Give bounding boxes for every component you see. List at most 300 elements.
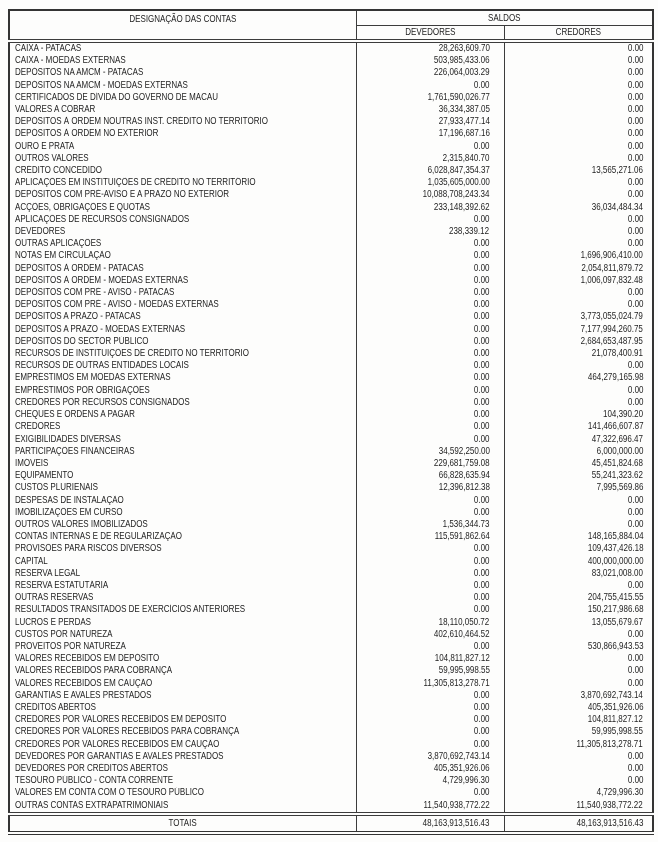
account-row <box>9 617 653 629</box>
account-name: DEPÓSITOS COM PRÉ-AVISO E A PRAZO NO EXTERIOR <box>15 189 229 201</box>
devedores-value: 4,729,996.30 <box>442 775 490 787</box>
devedores-value: 0.00 <box>473 372 490 384</box>
account-row <box>9 202 653 214</box>
account-name: VALORES RECEBIDOS PARA COBRANÇA <box>15 665 173 677</box>
account-row <box>9 385 653 397</box>
devedores-value-cell <box>356 653 504 665</box>
account-name: VALORES A COBRAR <box>15 104 96 116</box>
credores-value: 0.00 <box>627 360 644 372</box>
credores-value-cell <box>504 763 653 775</box>
account-name: RECURSOS DE INSTITUIÇÕES DE CRÉDITO NO TERRITÓRIO <box>15 348 249 360</box>
credores-value: 13,055,679.67 <box>591 616 644 628</box>
credores-value: 7,995,569.86 <box>596 482 644 494</box>
account-name-cell <box>9 787 356 799</box>
account-name-cell <box>9 409 356 421</box>
devedores-value-cell <box>356 458 504 470</box>
credores-value-cell <box>504 153 653 165</box>
devedores-value-cell <box>356 287 504 299</box>
credores-value-cell <box>504 556 653 568</box>
credores-value: 2,684,653,487.95 <box>580 335 644 347</box>
credores-value-cell <box>504 141 653 153</box>
devedores-value: 0.00 <box>473 238 490 250</box>
account-name-cell <box>9 458 356 470</box>
account-name-cell <box>9 311 356 323</box>
account-name: DEPÓSITOS NA AMCM - PATACAS <box>15 67 144 79</box>
credores-value-cell <box>504 275 653 287</box>
devedores-value-cell <box>356 177 504 189</box>
devedores-value: 0.00 <box>473 348 490 360</box>
credores-value-cell <box>504 128 653 140</box>
devedores-value: 503,985,433.06 <box>433 55 490 67</box>
account-name-cell <box>9 397 356 409</box>
credores-value-cell <box>504 177 653 189</box>
account-row <box>9 263 653 275</box>
table-body <box>9 41 653 814</box>
devedores-value: 11,305,813,278.71 <box>423 677 490 689</box>
account-name: VALORES EM CONTA COM O TESOURO PÚBLICO <box>15 787 204 799</box>
account-name-cell <box>9 80 356 92</box>
account-name: CREDORES POR VALORES RECEBIDOS PARA COBRANÇA <box>15 726 240 738</box>
credores-value: 0.00 <box>627 43 644 54</box>
devedores-value: 36,334,387.05 <box>438 104 490 116</box>
account-row <box>9 104 653 116</box>
account-row <box>9 446 653 458</box>
devedores-value-cell <box>356 763 504 775</box>
account-row <box>9 556 653 568</box>
devedores-value-cell <box>356 787 504 799</box>
devedores-value: 0.00 <box>473 494 490 506</box>
credores-value-cell <box>504 470 653 482</box>
account-name: CUSTOS PLURIENAIS <box>15 482 98 494</box>
account-row <box>9 214 653 226</box>
devedores-value-cell <box>356 726 504 738</box>
account-row <box>9 299 653 311</box>
devedores-value-cell <box>356 41 504 55</box>
devedores-value: 2,315,840.70 <box>442 152 490 164</box>
account-name: DEPÓSITOS A PRAZO - MOEDAS EXTERNAS <box>15 323 186 335</box>
account-name-cell <box>9 507 356 519</box>
account-name-cell <box>9 617 356 629</box>
column-header-saldos-label: SALDOS <box>488 12 521 24</box>
devedores-value: 104,811,827.12 <box>434 653 490 665</box>
credores-value: 59,995,998.55 <box>591 726 644 738</box>
credores-value-cell <box>504 55 653 67</box>
account-name: DEPÓSITOS À ORDEM NOUTRAS INST. CRÉDITO NO TERRITÓRIO <box>15 116 268 128</box>
account-name: EMPRÉSTIMOS EM MOEDAS EXTERNAS <box>15 372 171 384</box>
credores-value-cell <box>504 482 653 494</box>
credores-value: 0.00 <box>627 762 644 774</box>
account-row <box>9 165 653 177</box>
credores-value: 0.00 <box>627 238 644 250</box>
credores-value-cell <box>504 617 653 629</box>
credores-value-cell <box>504 165 653 177</box>
devedores-value-cell <box>356 641 504 653</box>
account-name-cell <box>9 128 356 140</box>
account-name-cell <box>9 580 356 592</box>
credores-value: 0.00 <box>627 67 644 79</box>
account-name-cell <box>9 165 356 177</box>
credores-value: 6,000,000.00 <box>596 445 644 457</box>
account-row <box>9 629 653 641</box>
account-row <box>9 678 653 690</box>
credores-value-cell <box>504 214 653 226</box>
credores-value-cell <box>504 495 653 507</box>
credores-value: 0.00 <box>627 665 644 677</box>
devedores-value: 0.00 <box>473 726 490 738</box>
account-row <box>9 348 653 360</box>
devedores-value-cell <box>356 165 504 177</box>
credores-value: 464,279,165.98 <box>587 372 644 384</box>
account-name-cell <box>9 299 356 311</box>
devedores-value-cell <box>356 275 504 287</box>
devedores-value: 0.00 <box>473 543 490 555</box>
credores-value-cell <box>504 385 653 397</box>
credores-value: 0.00 <box>627 579 644 591</box>
account-name-cell <box>9 250 356 262</box>
account-name: OUTRAS RESERVAS <box>15 592 94 604</box>
devedores-value: 0.00 <box>473 787 490 799</box>
account-name: LUCROS E PERDAS <box>15 616 92 628</box>
devedores-value-cell <box>356 446 504 458</box>
devedores-value: 233,148,392.62 <box>433 201 490 213</box>
devedores-value: 0.00 <box>473 213 490 225</box>
credores-value: 0.00 <box>627 79 644 91</box>
devedores-value-cell <box>356 482 504 494</box>
devedores-value: 0.00 <box>473 555 490 567</box>
credores-value: 109,437,426.18 <box>587 543 644 555</box>
devedores-value-cell <box>356 385 504 397</box>
account-name: PROVEITOS POR NATUREZA <box>15 640 126 652</box>
credores-value-cell <box>504 104 653 116</box>
account-name: EQUIPAMENTO <box>15 470 74 482</box>
account-name-cell <box>9 592 356 604</box>
devedores-value: 18,110,050.72 <box>438 616 490 628</box>
credores-value-cell <box>504 397 653 409</box>
devedores-value-cell <box>356 336 504 348</box>
account-name: IMOBILIZAÇÕES EM CURSO <box>15 506 123 518</box>
account-row <box>9 128 653 140</box>
credores-value: 7,177,994,260.75 <box>580 323 644 335</box>
account-row <box>9 177 653 189</box>
account-name-cell <box>9 739 356 751</box>
account-name: RECURSOS DE OUTRAS ENTIDADES LOCAIS <box>15 360 189 372</box>
credores-value-cell <box>504 116 653 128</box>
account-row <box>9 336 653 348</box>
account-row <box>9 421 653 433</box>
devedores-value: 115,591,862.64 <box>434 531 490 543</box>
account-name: OUTRAS CONTAS EXTRAPATRIMONIAIS <box>15 799 169 811</box>
account-name: EMPRÉSTIMOS POR OBRIGAÇÕES <box>15 384 150 396</box>
devedores-value-cell <box>356 592 504 604</box>
account-name-cell <box>9 421 356 433</box>
column-header-credores-label: CREDORES <box>555 27 601 38</box>
credores-value: 0.00 <box>627 628 644 640</box>
devedores-value-cell <box>356 678 504 690</box>
devedores-value: 405,351,926.06 <box>433 762 490 774</box>
devedores-value-cell <box>356 104 504 116</box>
credores-value-cell <box>504 775 653 787</box>
devedores-value-cell <box>356 226 504 238</box>
accounts-balance-table <box>8 9 654 835</box>
account-name: CRÉDITOS ABERTOS <box>15 701 96 713</box>
devedores-value-cell <box>356 714 504 726</box>
account-name-cell <box>9 67 356 79</box>
devedores-value: 0.00 <box>473 592 490 604</box>
account-name: CUSTOS POR NATUREZA <box>15 628 113 640</box>
account-row <box>9 495 653 507</box>
account-name: IMÓVEIS <box>15 457 49 469</box>
account-row <box>9 80 653 92</box>
devedores-value-cell <box>356 324 504 336</box>
devedores-value-cell <box>356 360 504 372</box>
account-name-cell <box>9 55 356 67</box>
devedores-value: 0.00 <box>473 299 490 311</box>
credores-value-cell <box>504 421 653 433</box>
account-name-cell <box>9 202 356 214</box>
devedores-value: 27,933,477.14 <box>438 116 490 128</box>
devedores-value: 0.00 <box>473 640 490 652</box>
devedores-value-cell <box>356 311 504 323</box>
account-row <box>9 250 653 262</box>
credores-value: 0.00 <box>627 775 644 787</box>
credores-value: 0.00 <box>627 140 644 152</box>
account-name-cell <box>9 519 356 531</box>
table-header <box>9 10 653 41</box>
credores-value: 530,866,943.53 <box>587 640 644 652</box>
account-name: OUTROS VALORES IMOBILIZADOS <box>15 518 148 530</box>
account-name-cell <box>9 214 356 226</box>
devedores-value: 17,196,687.16 <box>438 128 490 140</box>
account-name-cell <box>9 372 356 384</box>
devedores-value-cell <box>356 739 504 751</box>
credores-value: 204,755,415.55 <box>587 592 644 604</box>
devedores-value: 1,035,605,000.00 <box>427 177 490 189</box>
account-name: DEPÓSITOS NA AMCM - MOEDAS EXTERNAS <box>15 79 188 91</box>
account-row <box>9 189 653 201</box>
account-row <box>9 787 653 799</box>
credores-value-cell <box>504 299 653 311</box>
devedores-value-cell <box>356 153 504 165</box>
account-name-cell <box>9 629 356 641</box>
account-name: PROVISÕES PARA RISCOS DIVERSOS <box>15 543 162 555</box>
account-name-cell <box>9 726 356 738</box>
devedores-value-cell <box>356 128 504 140</box>
devedores-value: 0.00 <box>473 738 490 750</box>
credores-value-cell <box>504 360 653 372</box>
devedores-value-cell <box>356 751 504 763</box>
devedores-value-cell <box>356 665 504 677</box>
account-row <box>9 568 653 580</box>
account-name-cell <box>9 665 356 677</box>
devedores-value: 12,396,812.38 <box>438 482 490 494</box>
credores-value-cell <box>504 372 653 384</box>
account-row <box>9 751 653 763</box>
credores-value: 0.00 <box>627 494 644 506</box>
credores-value: 11,305,813,278.71 <box>576 738 644 750</box>
credores-value: 141,466,607.87 <box>587 421 644 433</box>
totals-label: TOTAIS <box>168 817 197 829</box>
devedores-value-cell <box>356 617 504 629</box>
account-name: VALORES RECEBIDOS EM DEPÓSITO <box>15 653 160 665</box>
devedores-value-cell <box>356 702 504 714</box>
account-name: CAPITAL <box>15 555 48 567</box>
credores-value: 0.00 <box>627 226 644 238</box>
credores-value-cell <box>504 458 653 470</box>
devedores-value-cell <box>356 519 504 531</box>
account-name: PARTICIPAÇÕES FINANCEIRAS <box>15 445 135 457</box>
credores-value: 13,565,271.06 <box>591 165 644 177</box>
devedores-value: 0.00 <box>473 262 490 274</box>
credores-value-cell <box>504 519 653 531</box>
credores-value-cell <box>504 434 653 446</box>
account-name: ACÇÕES, OBRIGAÇÕES E QUOTAS <box>15 201 150 213</box>
account-row <box>9 580 653 592</box>
account-row <box>9 372 653 384</box>
account-name-cell <box>9 775 356 787</box>
credores-value-cell <box>504 92 653 104</box>
devedores-value-cell <box>356 141 504 153</box>
credores-value-cell <box>504 446 653 458</box>
credores-value: 1,696,906,410.00 <box>580 250 644 262</box>
devedores-value-cell <box>356 690 504 702</box>
devedores-value-cell <box>356 202 504 214</box>
credores-value: 0.00 <box>627 653 644 665</box>
credores-value: 0.00 <box>627 213 644 225</box>
account-name-cell <box>9 141 356 153</box>
devedores-value: 1,536,344.73 <box>442 518 490 530</box>
devedores-value-cell <box>356 604 504 616</box>
credores-value: 400,000,000.00 <box>587 555 644 567</box>
credores-value-cell <box>504 409 653 421</box>
account-name-cell <box>9 531 356 543</box>
credores-value: 0.00 <box>627 506 644 518</box>
credores-value: 0.00 <box>627 104 644 116</box>
account-name-cell <box>9 763 356 775</box>
credores-value-cell <box>504 702 653 714</box>
account-row <box>9 238 653 250</box>
devedores-value: 28,263,609.70 <box>438 43 490 54</box>
account-row <box>9 739 653 751</box>
totals-devedores-value: 48,163,913,516.43 <box>356 814 504 833</box>
account-name: GARANTIAS E AVALES PRESTADOS <box>15 689 152 701</box>
account-name-cell <box>9 263 356 275</box>
account-row <box>9 775 653 787</box>
credores-value: 148,165,884.04 <box>587 531 644 543</box>
account-name: CREDORES POR RECURSOS CONSIGNADOS <box>15 396 190 408</box>
account-row <box>9 92 653 104</box>
credores-value-cell <box>504 714 653 726</box>
credores-value-cell <box>504 665 653 677</box>
devedores-value: 0.00 <box>473 274 490 286</box>
devedores-value: 34,592,250.00 <box>438 445 490 457</box>
account-row <box>9 275 653 287</box>
account-row <box>9 763 653 775</box>
account-name: DEPÓSITOS COM PRÉ - AVISO - PATACAS <box>15 287 175 299</box>
account-name: DEPÓSITOS COM PRÉ - AVISO - MOEDAS EXTERNAS <box>15 299 219 311</box>
credores-value-cell <box>504 41 653 55</box>
account-name: DEPÓSITOS À ORDEM - MOEDAS EXTERNAS <box>15 274 189 286</box>
credores-value-cell <box>504 80 653 92</box>
credores-value-cell <box>504 67 653 79</box>
account-name: RESULTADOS TRANSITADOS DE EXERCÍCIOS ANTERIORES <box>15 604 246 616</box>
credores-value: 0.00 <box>627 287 644 299</box>
credores-value: 1,006,097,832.48 <box>580 274 644 286</box>
account-row <box>9 714 653 726</box>
credores-value-cell <box>504 348 653 360</box>
account-name: DEPÓSITOS DO SECTOR PÚBLICO <box>15 335 149 347</box>
credores-value: 4,729,996.30 <box>596 787 644 799</box>
devedores-value: 229,681,759.08 <box>433 457 490 469</box>
account-row <box>9 665 653 677</box>
account-name-cell <box>9 714 356 726</box>
credores-value-cell <box>504 592 653 604</box>
credores-value-cell <box>504 580 653 592</box>
account-name: APLICAÇÕES EM INSTITUIÇÕES DE CRÉDITO NO TERRITÓRIO <box>15 177 256 189</box>
account-name: CHEQUES E ORDENS A PAGAR <box>15 409 135 421</box>
devedores-value-cell <box>356 531 504 543</box>
devedores-value-cell <box>356 556 504 568</box>
account-name-cell <box>9 116 356 128</box>
devedores-value-cell <box>356 800 504 814</box>
devedores-value: 0.00 <box>473 360 490 372</box>
account-row <box>9 702 653 714</box>
account-name-cell <box>9 226 356 238</box>
account-name-cell <box>9 751 356 763</box>
account-name: DEPÓSITOS À ORDEM NO EXTERIOR <box>15 128 159 140</box>
account-name: NOTAS EM CIRCULAÇÃO <box>15 250 111 262</box>
account-row <box>9 41 653 55</box>
devedores-value-cell <box>356 434 504 446</box>
account-name: RESERVA ESTATUTÁRIA <box>15 579 109 591</box>
credores-value: 150,217,986.68 <box>587 604 644 616</box>
account-name-cell <box>9 702 356 714</box>
account-row <box>9 153 653 165</box>
account-name: OURO E PRATA <box>15 140 75 152</box>
devedores-value-cell <box>356 189 504 201</box>
devedores-value: 66,828,635.94 <box>438 470 490 482</box>
devedores-value-cell <box>356 397 504 409</box>
account-name: OUTRAS APLICAÇÕES <box>15 238 102 250</box>
account-name: DEVEDORES POR GARANTIAS E AVALES PRESTADOS <box>15 750 224 762</box>
account-name: VALORES RECEBIDOS EM CAUÇÃO <box>15 677 153 689</box>
account-name: TESOURO PÚBLICO - CONTA CORRENTE <box>15 775 174 787</box>
account-name-cell <box>9 446 356 458</box>
account-name: DEVEDORES POR CRÉDITOS ABERTOS <box>15 762 168 774</box>
credores-value-cell <box>504 238 653 250</box>
devedores-value-cell <box>356 543 504 555</box>
account-name-cell <box>9 470 356 482</box>
account-row <box>9 409 653 421</box>
devedores-value-cell <box>356 507 504 519</box>
credores-value-cell <box>504 653 653 665</box>
credores-value-cell <box>504 531 653 543</box>
account-name-cell <box>9 287 356 299</box>
credores-value: 0.00 <box>627 677 644 689</box>
devedores-value-cell <box>356 580 504 592</box>
credores-value-cell <box>504 507 653 519</box>
totals-label-cell <box>9 814 356 833</box>
account-name-cell <box>9 690 356 702</box>
account-name-cell <box>9 189 356 201</box>
credores-value-cell <box>504 726 653 738</box>
credores-value: 36,034,484.34 <box>591 201 644 213</box>
account-row <box>9 543 653 555</box>
credores-value: 45,451,824.68 <box>591 457 644 469</box>
account-row <box>9 311 653 323</box>
devedores-value: 226,064,003.29 <box>433 67 490 79</box>
account-row <box>9 726 653 738</box>
devedores-value: 0.00 <box>473 604 490 616</box>
